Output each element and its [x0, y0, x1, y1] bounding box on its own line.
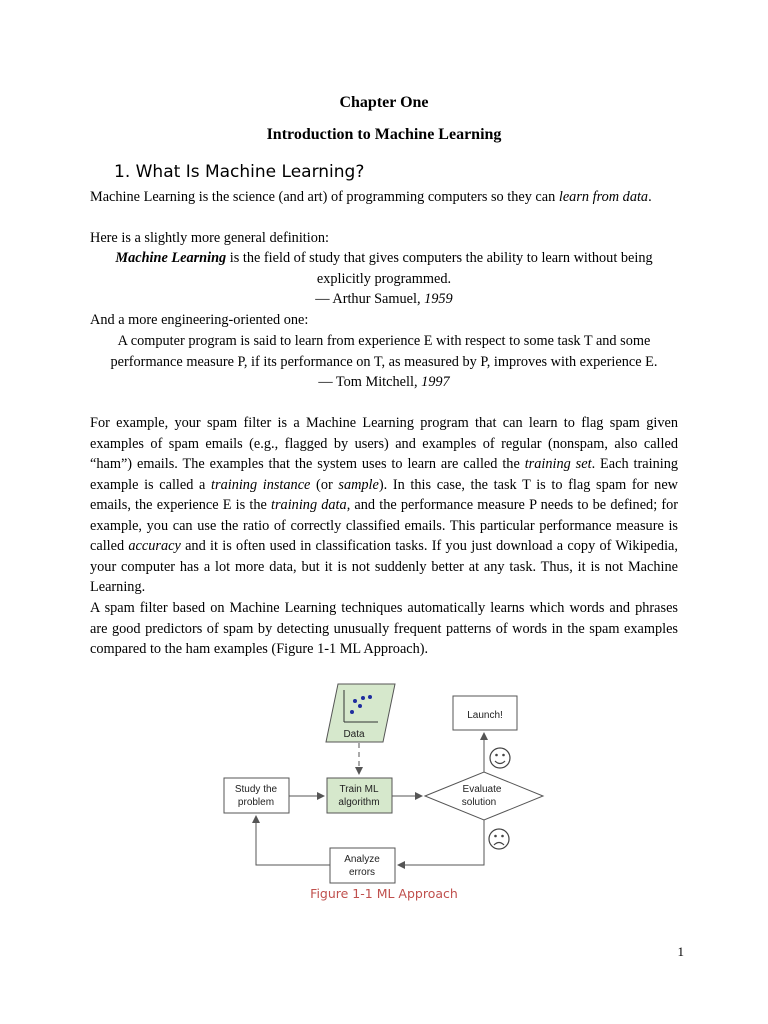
- data-point: [350, 710, 354, 714]
- evaluate-to-analyze-arrow: [398, 820, 484, 865]
- quote-mitchell: [90, 331, 678, 393]
- term-training-set: training set: [524, 456, 592, 472]
- attribution-mitchell-year: 1997: [421, 374, 450, 390]
- analyze-label-1: Analyze: [344, 854, 380, 865]
- study-label-1: Study the: [234, 784, 278, 795]
- spam-text-1: For example, your spam filter is a Machine Learning program that can learn to flag spam given examples of spam emails (e.g., flagged by users) and examples of regular (nonspam, also called “ham”) emails. The examples that the system uses to learn are called the: [90, 415, 678, 472]
- chapter-title: Chapter One: [339, 94, 429, 111]
- paragraph-spam-example: [90, 413, 678, 598]
- page-number: 1: [677, 944, 684, 959]
- section-heading: 1. What Is Machine Learning?: [114, 162, 365, 182]
- data-point: [358, 704, 362, 708]
- quote-samuel-line-1: [90, 248, 678, 269]
- study-label-2: problem: [237, 797, 275, 808]
- happy-face-icon: [490, 748, 510, 768]
- evaluate-diamond: [425, 772, 543, 820]
- term-accuracy: accuracy: [128, 538, 181, 554]
- train-label-1: Train ML: [339, 784, 379, 795]
- analyze-label-2: errors: [348, 867, 376, 878]
- attribution-mitchell: — Tom Mitchell,: [318, 374, 422, 390]
- data-label: Data: [343, 729, 365, 740]
- quote-mitchell-line-1: A computer program is said to learn from experience E with respect to some task T and some: [117, 333, 651, 349]
- engineering-lead: And a more engineering-oriented one:: [90, 312, 309, 328]
- sad-face-icon: [489, 829, 509, 849]
- evaluate-label-2: solution: [461, 797, 497, 808]
- spam-text-6: and it is often used in classification tasks. If you just download a copy of Wikipedia, your computer has a lot more data, but it is not suddenly better at any task. Thus, it is not Machine Learning.: [90, 538, 678, 595]
- paragraph-intro-end: .: [648, 189, 652, 205]
- quote-samuel-text: is the field of study that gives computers the ability to learn without being: [226, 250, 653, 266]
- paragraph-intro: [90, 187, 678, 208]
- quote-samuel: [90, 248, 678, 310]
- paragraph-intro-text: Machine Learning is the science (and art) of programming computers so they can: [90, 189, 559, 205]
- attribution-samuel: — Arthur Samuel,: [315, 291, 425, 307]
- spam-text-4: ). In this case, the task T is to flag spam for new emails, the experience E is the: [90, 476, 678, 513]
- quote-term: Machine Learning: [115, 250, 227, 266]
- data-point: [353, 699, 357, 703]
- attribution-samuel-year: 1959: [424, 291, 453, 307]
- term-sample: sample: [338, 476, 379, 493]
- chapter-subtitle: Introduction to Machine Learning: [266, 126, 502, 143]
- figure-caption: Figure 1-1 ML Approach: [310, 886, 458, 901]
- paragraph-spam-filter: A spam filter based on Machine Learning techniques automatically learns which words and phrases are good predictors of spam by detecting unusually frequent patterns of words in the spam examples compared to the ham examples (Figure 1-1 ML Approach).: [90, 600, 678, 657]
- train-label-2: algorithm: [338, 797, 380, 808]
- spam-text-2: . Each training example is called a: [90, 456, 679, 493]
- launch-label: Launch!: [467, 710, 503, 721]
- quote-mitchell-line-2: performance measure P, if its performance on T, as measured by P, improves with experience E.: [110, 353, 658, 370]
- quote-samuel-attribution: [90, 289, 678, 310]
- term-training-data: training data: [271, 497, 347, 513]
- emphasis-learn-from-data: learn from data: [558, 189, 649, 205]
- spam-text-3: (or: [310, 476, 339, 493]
- term-training-instance: training instance: [211, 476, 311, 493]
- ml-approach-diagram: [210, 676, 560, 886]
- quote-samuel-line-2: explicitly programmed.: [316, 270, 452, 287]
- analyze-to-study-arrow: [256, 816, 330, 865]
- definition-lead: Here is a slightly more general definition:: [90, 230, 330, 246]
- data-point: [361, 696, 365, 700]
- evaluate-label-1: Evaluate: [462, 784, 502, 795]
- spam-text-5: , and the performance measure P needs to be defined; for example, you can use the ratio of correctly classified emails. This particular performance measure is called: [90, 497, 679, 554]
- data-point: [368, 695, 372, 699]
- quote-mitchell-attribution: [90, 372, 678, 393]
